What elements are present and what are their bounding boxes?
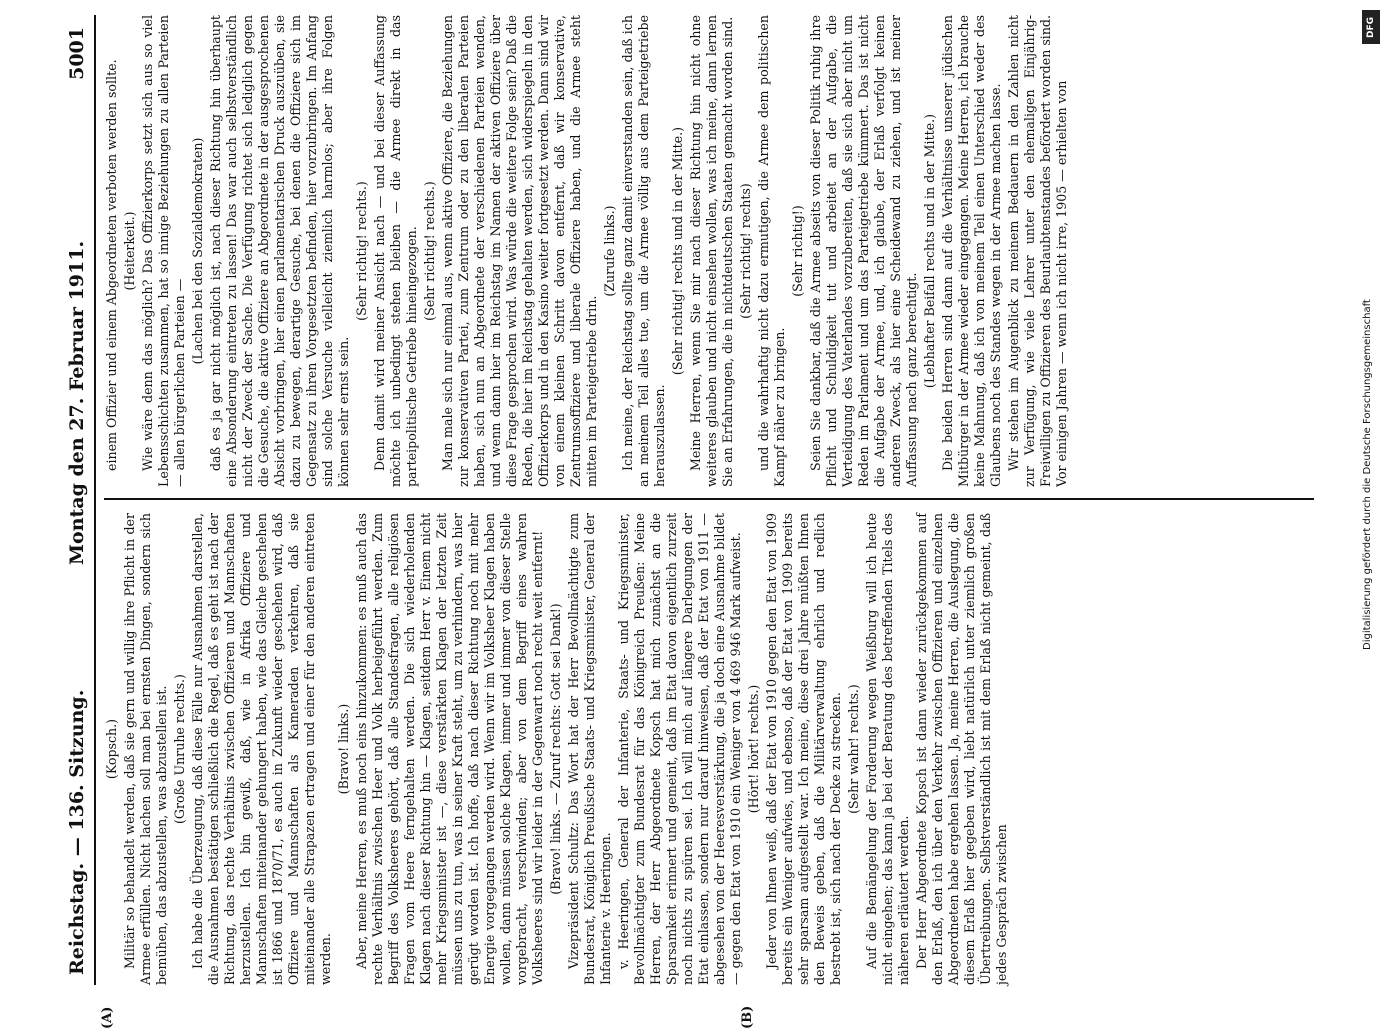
marker-d [740, 0, 755, 1]
paragraph: (Kopsch.) [104, 718, 119, 780]
paragraph: (Große Unruhe rechts.) [172, 674, 187, 824]
paragraph: Aber, meine Herren, es muß noch eins hinzukommen: es muß auch das rechte Verhältnis zwischen Heer und Volk herbeigeführt werden. Zum Begriff des Volksheeres gehört, daß alle Standesfragen, alle religiösen Fragen vom Heere ferngehalten werden. Die sich wiederholenden Klagen nach dieser Richtung hin — Klagen, seitdem Herr v. Einem nicht mehr Kriegsminister ist —, diese verstärkten Klagen der letzten Zeit müssen uns zu tun, was in seiner Kraft steht, um zu verhindern, was hier gerügt worden ist. Ich hoffe, daß nach dieser Richtung noch mit mehr Energie vorgegangen werden wird. Wenn wir im Volksheer Klagen haben wollen, dann müssen solche Klagen, immer und immer von dieser Stelle vorgebracht, verschwinden; aber von dem Begriff eines wahren Volksheeres sind wir leider in der Gegenwart noch recht weit entfernt! [354, 513, 545, 985]
paragraph: einem Offizier und einem Abgeordneten verboten werden sollte. [104, 59, 119, 471]
paragraph: und die wahrhaftig nicht dazu ermutigen, die Armee dem politischen Kampf näher zu bringen. [756, 15, 787, 487]
paragraph: Militär so behandelt werden, daß sie gern und willig ihre Pflicht in der Armee erfüllen. Nicht lachen soll man bei ernsten Dingen, sondern sich bemühen, das abzustellen, was abzustellen ist. [122, 513, 169, 985]
header-date: Montag den 27. Februar 1911. [66, 240, 88, 565]
marker-b: (B) [740, 1005, 755, 1029]
paragraph: Ich habe die Überzeugung, daß diese Fälle nur Ausnahmen darstellen, die Ausnahmen bestätigen schließlich die Regel, daß es geht ist nach der Richtung, das rechte Verhältnis zwischen Offizieren und Mannschaften herzustellen. Ich bin gewiß, daß, wie in Afrika Offiziere und Mannschaften miteinander gehungert haben, wie das Gleiche geschehen ist 1866 und 1870/71, es auch in Zukunft wieder geschehen wird, daß Offiziere und Mannschaften als Kameraden verkehren, daß sie miteinander alle Strapazen ertragen und einer für den anderen eintreten werden. [190, 513, 333, 985]
digitization-credit [1362, 10, 1380, 990]
paragraph: (Bravo! links.) [336, 703, 351, 795]
page-number: 5001 [66, 27, 88, 80]
paragraph: (Sehr wahr! rechts.) [846, 684, 861, 814]
paragraph: Wie wäre denn das möglich? Das Offizierkorps setzt sich aus so viel Lebensschichten zusammen, hat so innige Beziehungen zu allen Parteien — allen bürgerlichen Parteien — [140, 15, 187, 487]
paragraph: v. Heeringen, General der Infanterie, Staats- und Kriegsminister, Bevollmächtigter zum Bundesrat für das Königreich Preußen: Meine Herren, der Herr Abgeordnete Kopsch hat mich zunächst an die Sparsamkeit erinnert und gemeint, daß im Etat davon eigentlich zurzeit noch nichts zu spüren sei. Ich will mich auf längere Darlegungen der Etat einlassen, sondern nur darauf hinweisen, daß der Etat von 1911 — abgesehen von der Heeresverstärkung, die ja doch eine Ausnahme bildet — gegen den Etat von 1910 ein Weniger von 4 469 946 Mark aufweist. [616, 513, 743, 985]
paragraph: Vizepräsident Schultz: Das Wort hat der Herr Bevollmächtigte zum Bundesrat, Königlich Preußische Staats- und Kriegsminister, General der Infanterie v. Heeringen. [566, 513, 613, 985]
paragraph: (Zurufe links.) [602, 205, 617, 297]
page-header [60, 15, 96, 985]
paragraph: Auf die Bemängelung der Forderung wegen Weißburg will ich heute nicht eingehen; das kann ja bei der Beratung des betreffenden Titels des näheren erläutert werden. [864, 513, 911, 985]
paragraph: (Sehr richtig! rechts.) [422, 181, 437, 321]
dfg-logo: DFG [1362, 10, 1380, 44]
marker-a: (A) [100, 1006, 115, 1029]
paragraph: (Sehr richtig!) [790, 205, 805, 297]
left-column [104, 513, 1314, 985]
paragraph: (Sehr richtig! rechts.) [354, 181, 369, 321]
paragraph: Die beiden Herren sind dann auf die Verhältnisse unserer jüdischen Mitbürger in der Armee wieder eingegangen. Meine Herren, ich brauche keine Mahnung, daß ich von meinem Teil einen Unterschied weder des Glaubens noch des Standes wegen in der Armee machen lasse. [940, 15, 1003, 487]
paragraph: (Lachen bei den Sozialdemokraten) [190, 137, 205, 365]
paragraph: Jeder von Ihnen weiß, daß der Etat von 1910 gegen den Etat von 1909 bereits ein Weniger aufwies, und ebenso, daß der Etat von 1909 bereits sehr sparsam aufgestellt war. Ich meine, diese drei Jahre müßten Ihnen den Beweis geben, daß die Militärverwaltung ehrlich und redlich bestrebt ist, sich nach der Decke zu strecken. [764, 513, 843, 985]
paragraph: (Sehr richtig! rechts und in der Mitte.) [670, 126, 685, 376]
header-session: Reichstag. — 136. Sitzung. [66, 689, 88, 975]
credit-text: Digitalisierung gefördert durch die Deutsche Forschungsgemeinschaft [1362, 299, 1373, 650]
right-margin-markers [100, 0, 1310, 1]
paragraph: Denn damit wird meiner Ansicht nach — und bei dieser Auffassung möchte ich unbedingt stehen bleiben — die Armee direkt in das parteipolitische Getriebe hineingezogen. [372, 15, 419, 487]
paragraph: Meine Herren, wenn Sie mir nach dieser Richtung hin nicht ohne weiteres glauben und nicht einsehen wollen, was ich meine, dann lernen Sie an Erfahrungen, die in nichtdeutschen Staaten gemacht worden sind. [688, 15, 735, 487]
paragraph: daß es ja gar nicht möglich ist, nach dieser Richtung hin überhaupt eine Absonderung eintreten zu lassen! Das war auch selbstverständlich nicht der Zweck der Sache. Die Verfügung richtet sich lediglich gegen die Gesuche, die aktive Offiziere an Abgeordnete in der ausgesprochenen Absicht vorbringen, hier einen parlamentarischen Druck auszuüben, sie dazu zu bewegen, derartige Gesuche, bei denen die Offiziere sich im Gegensatz zu ihren Vorgesetzten befinden, hier vorzubringen. Im Anfang sind solche Versuche vielleicht ziemlich harmlos; aber ihre Folgen können sehr ernst sein. [208, 15, 351, 487]
paragraph: (Heiterkeit.) [122, 211, 137, 291]
left-margin-markers [100, 999, 1310, 1029]
paragraph: (Lebhafter Beifall rechts und in der Mitte.) [922, 113, 937, 389]
paragraph: (Hört! hört! rechts.) [746, 684, 761, 814]
text-columns [104, 15, 1314, 985]
right-column [104, 15, 1314, 487]
paragraph: Ich meine, der Reichstag sollte ganz damit einverstanden sein, daß ich an meinem Teil alles tue, um die Armee völlig aus dem Parteigetriebe herauszulassen. [620, 15, 667, 487]
paragraph: (Bravo! links. — Zuruf rechts: Gott sei Dank!) [548, 603, 563, 895]
marker-c [100, 0, 115, 1]
paragraph: Man male sich nur einmal aus, wenn aktive Offiziere, die Beziehungen zur konservativen Partei, zum Zentrum oder zu den liberalen Parteien haben, sich nun an Abgeordnete der verschiedenen Parteien wenden, und wenn dann hier im Reichstag im Namen der aktiven Offiziere über diese Frage gesprochen wird. Was würde die weitere Folge sein? Daß die Reden, die hier im Reichstag gehalten werden, sich widerspiegeln in den Offizierkorps und in den Kasino weiter fortgesetzt werden. Dann sind wir von einem kleinen Schritt davon entfernt, daß wir konservative, Zentrumsoffiziere und liberale Offiziere haben, und die Armee steht mitten im Parteigetriebe drin. [440, 15, 599, 487]
paragraph: Seien Sie dankbar, daß die Armee abseits von dieser Politik ruhig ihre Pflicht und Schuldigkeit tut und arbeitet an der Aufgabe, die Verteidigung des Vaterlandes vorzubereiten, daß sie sich aber nicht um Reden im Parlament und um das Parteigetriebe kümmert. Das ist nicht die Aufgabe der Armee, und, ich glaube, der Erlaß verfolgt keinen anderen Zweck, als hier eine Scheidewand zu ziehen, und ist meiner Auffassung nach ganz berechtigt. [808, 15, 919, 487]
rotated-page [60, 15, 1320, 1029]
paragraph: Der Herr Abgeordnete Kopsch ist dann wieder zurückgekommen auf den Erlaß, den ich über den Verkehr zwischen Offizieren und einzelnen Abgeordneten habe ergehen lassen. Ja, meine Herren, die Auslegung, die diesem Erlaß hier gegeben wird, liebt natürlich unter ziemlich großen Übertreibungen. Selbstverständlich ist mit dem Erlaß nicht gemeint, daß jedes Gespräch zwischen [914, 513, 1009, 985]
paragraph: Wir stehen im Augenblick zu meinem Bedauern in den Zahlen nicht zur Verfügung, wie viele Lehrer unter den ehemaligen Einjährig-Freiwilligen zu Offizieren des Beurlaubtenstandes befördert worden sind. Vor einigen Jahren — wenn ich nicht irre, 1905 — erhielten von [1006, 15, 1069, 487]
paragraph: (Sehr richtig! rechts) [738, 183, 753, 319]
